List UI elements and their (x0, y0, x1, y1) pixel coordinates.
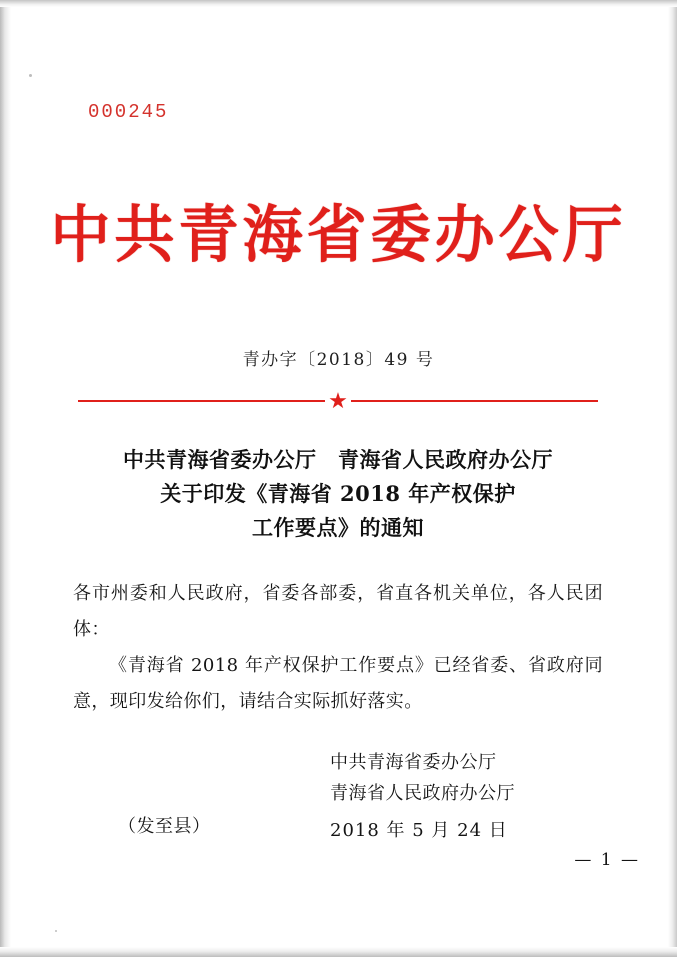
signature-block (330, 748, 610, 847)
document-title (68, 443, 608, 545)
signature-date: 2018 年 5 月 24 日 (330, 819, 508, 841)
signature-org-1: 中共青海省委办公厅 (330, 752, 497, 773)
title-line-3: 工作要点》的通知 (252, 515, 424, 541)
title-line-1: 中共青海省委办公厅 青海省人民政府办公厅 (123, 447, 553, 472)
page-number: — 1 — (574, 850, 640, 870)
document-number: 青办字〔2018〕49 号 (242, 350, 435, 370)
body-paragraph-1: 各市州委和人民政府，省委各部委，省直各机关单位，各人民团体： (73, 583, 603, 640)
red-divider (78, 390, 598, 412)
body-paragraph-2: 《青海省 2018 年产权保护工作要点》已经省委、省政府同意，现印发给你们，请结合实际抓好落实。 (73, 655, 603, 712)
star-icon: ★ (325, 389, 351, 415)
signature-org-2: 青海省人民政府办公厅 (330, 782, 515, 804)
masthead-title: 中共青海省委办公厅 (50, 198, 627, 271)
distribution-note: （发至县） (118, 816, 211, 837)
serial-number-stamp: 000245 (88, 101, 169, 123)
title-line-2: 关于印发《青海省 2018 年产权保护 (160, 481, 516, 507)
document-body (73, 576, 603, 720)
